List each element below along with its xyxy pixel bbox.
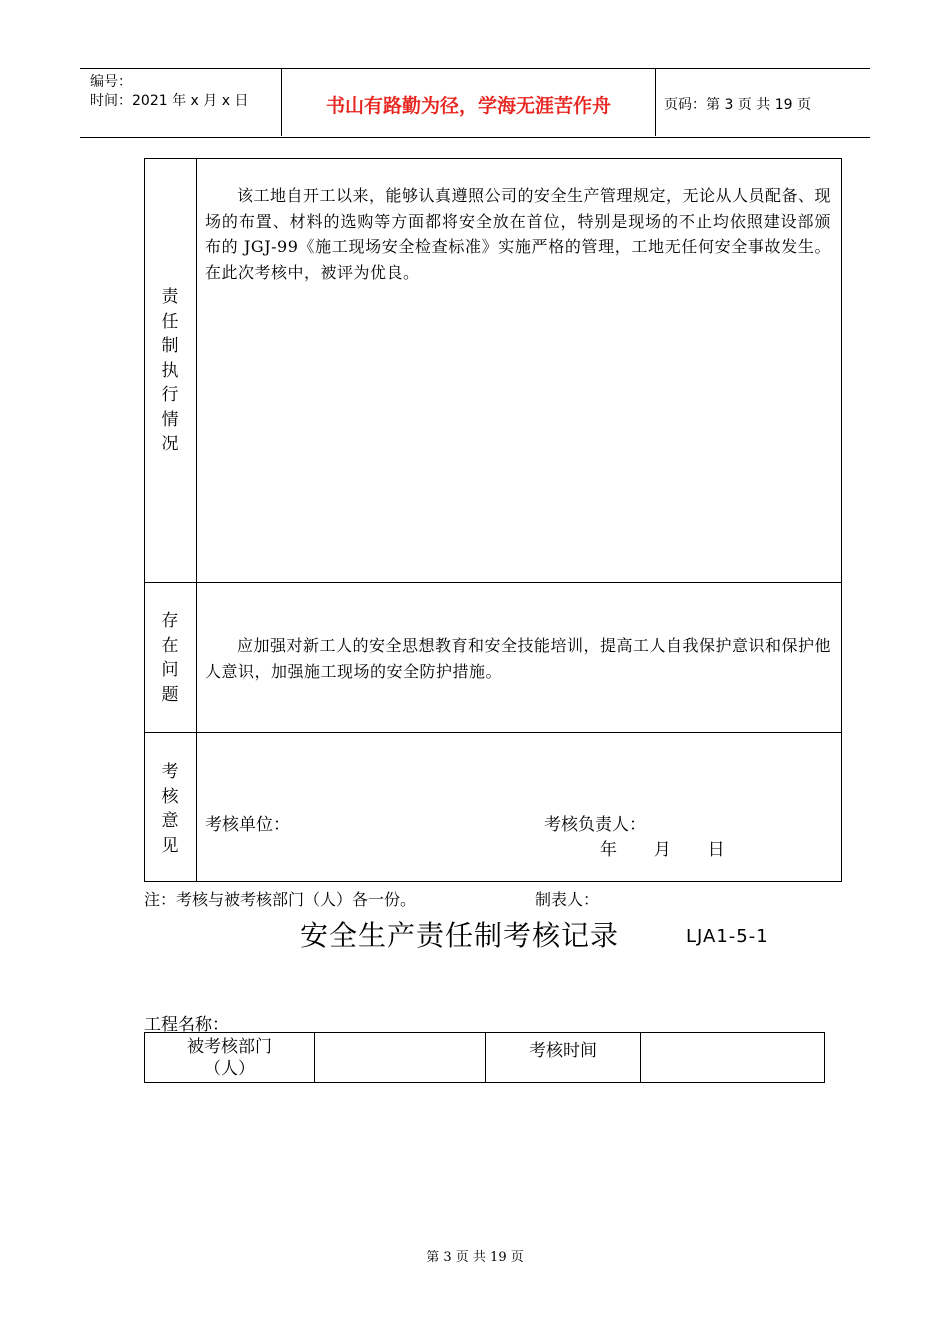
review-unit-label: 考核单位： [205, 815, 290, 835]
table-row-divider [144, 732, 842, 733]
assessment-time-label: 考核时间 [529, 1041, 597, 1061]
form-title: 安全生产责任制考核记录 [300, 919, 620, 952]
project-name-label: 工程名称： [144, 1015, 229, 1035]
header-page-info: 页码：第 3 页 共 19 页 [664, 97, 811, 113]
maker-label: 制表人： [535, 890, 600, 909]
review-date: 年 月 日 [600, 840, 725, 860]
responsibility-text: 该工地自开工以来，能够认真遵照公司的安全生产管理规定，无论从人员配备、现场的布置、材料的选购等方面都将安全放在首位，特别是现场的不止均依照建设部颁布的 JGJ-99《施工现场安全检查标准》实施严格的管理，工地无任何安全事故发生。在此次考核中，被评为优良。 [205, 186, 832, 282]
header-motto: 书山有路勤为径，学海无涯苦作舟 [325, 95, 611, 117]
row-label-opinion: 考 核 意 见 [161, 762, 179, 856]
form-code: LJA1-5-1 [686, 926, 769, 947]
note-text: 注：考核与被考核部门（人）各一份。 [144, 890, 417, 909]
problems-text: 应加强对新工人的安全思想教育和安全技能培训，提高工人自我保护意识和保护他人意识，加强施工现场的安全防护措施。 [205, 636, 832, 681]
info-table-divider [314, 1032, 315, 1083]
row-label-responsibility: 责 任 制 执 行 情 况 [161, 287, 179, 454]
header-divider [655, 68, 656, 136]
review-person-label: 考核负责人： [544, 815, 646, 835]
table-column-divider [196, 158, 197, 882]
header-time-label: 时间：2021 年 x 月 x 日 [90, 93, 249, 109]
header-code-label: 编号： [90, 74, 132, 90]
table-row-divider [144, 582, 842, 583]
info-table-divider [640, 1032, 641, 1083]
page-footer: 第 3 页 共 19 页 [426, 1250, 524, 1265]
dept-label: 被考核部门 （人） [187, 1037, 272, 1079]
row-label-problems: 存 在 问 题 [161, 611, 179, 705]
